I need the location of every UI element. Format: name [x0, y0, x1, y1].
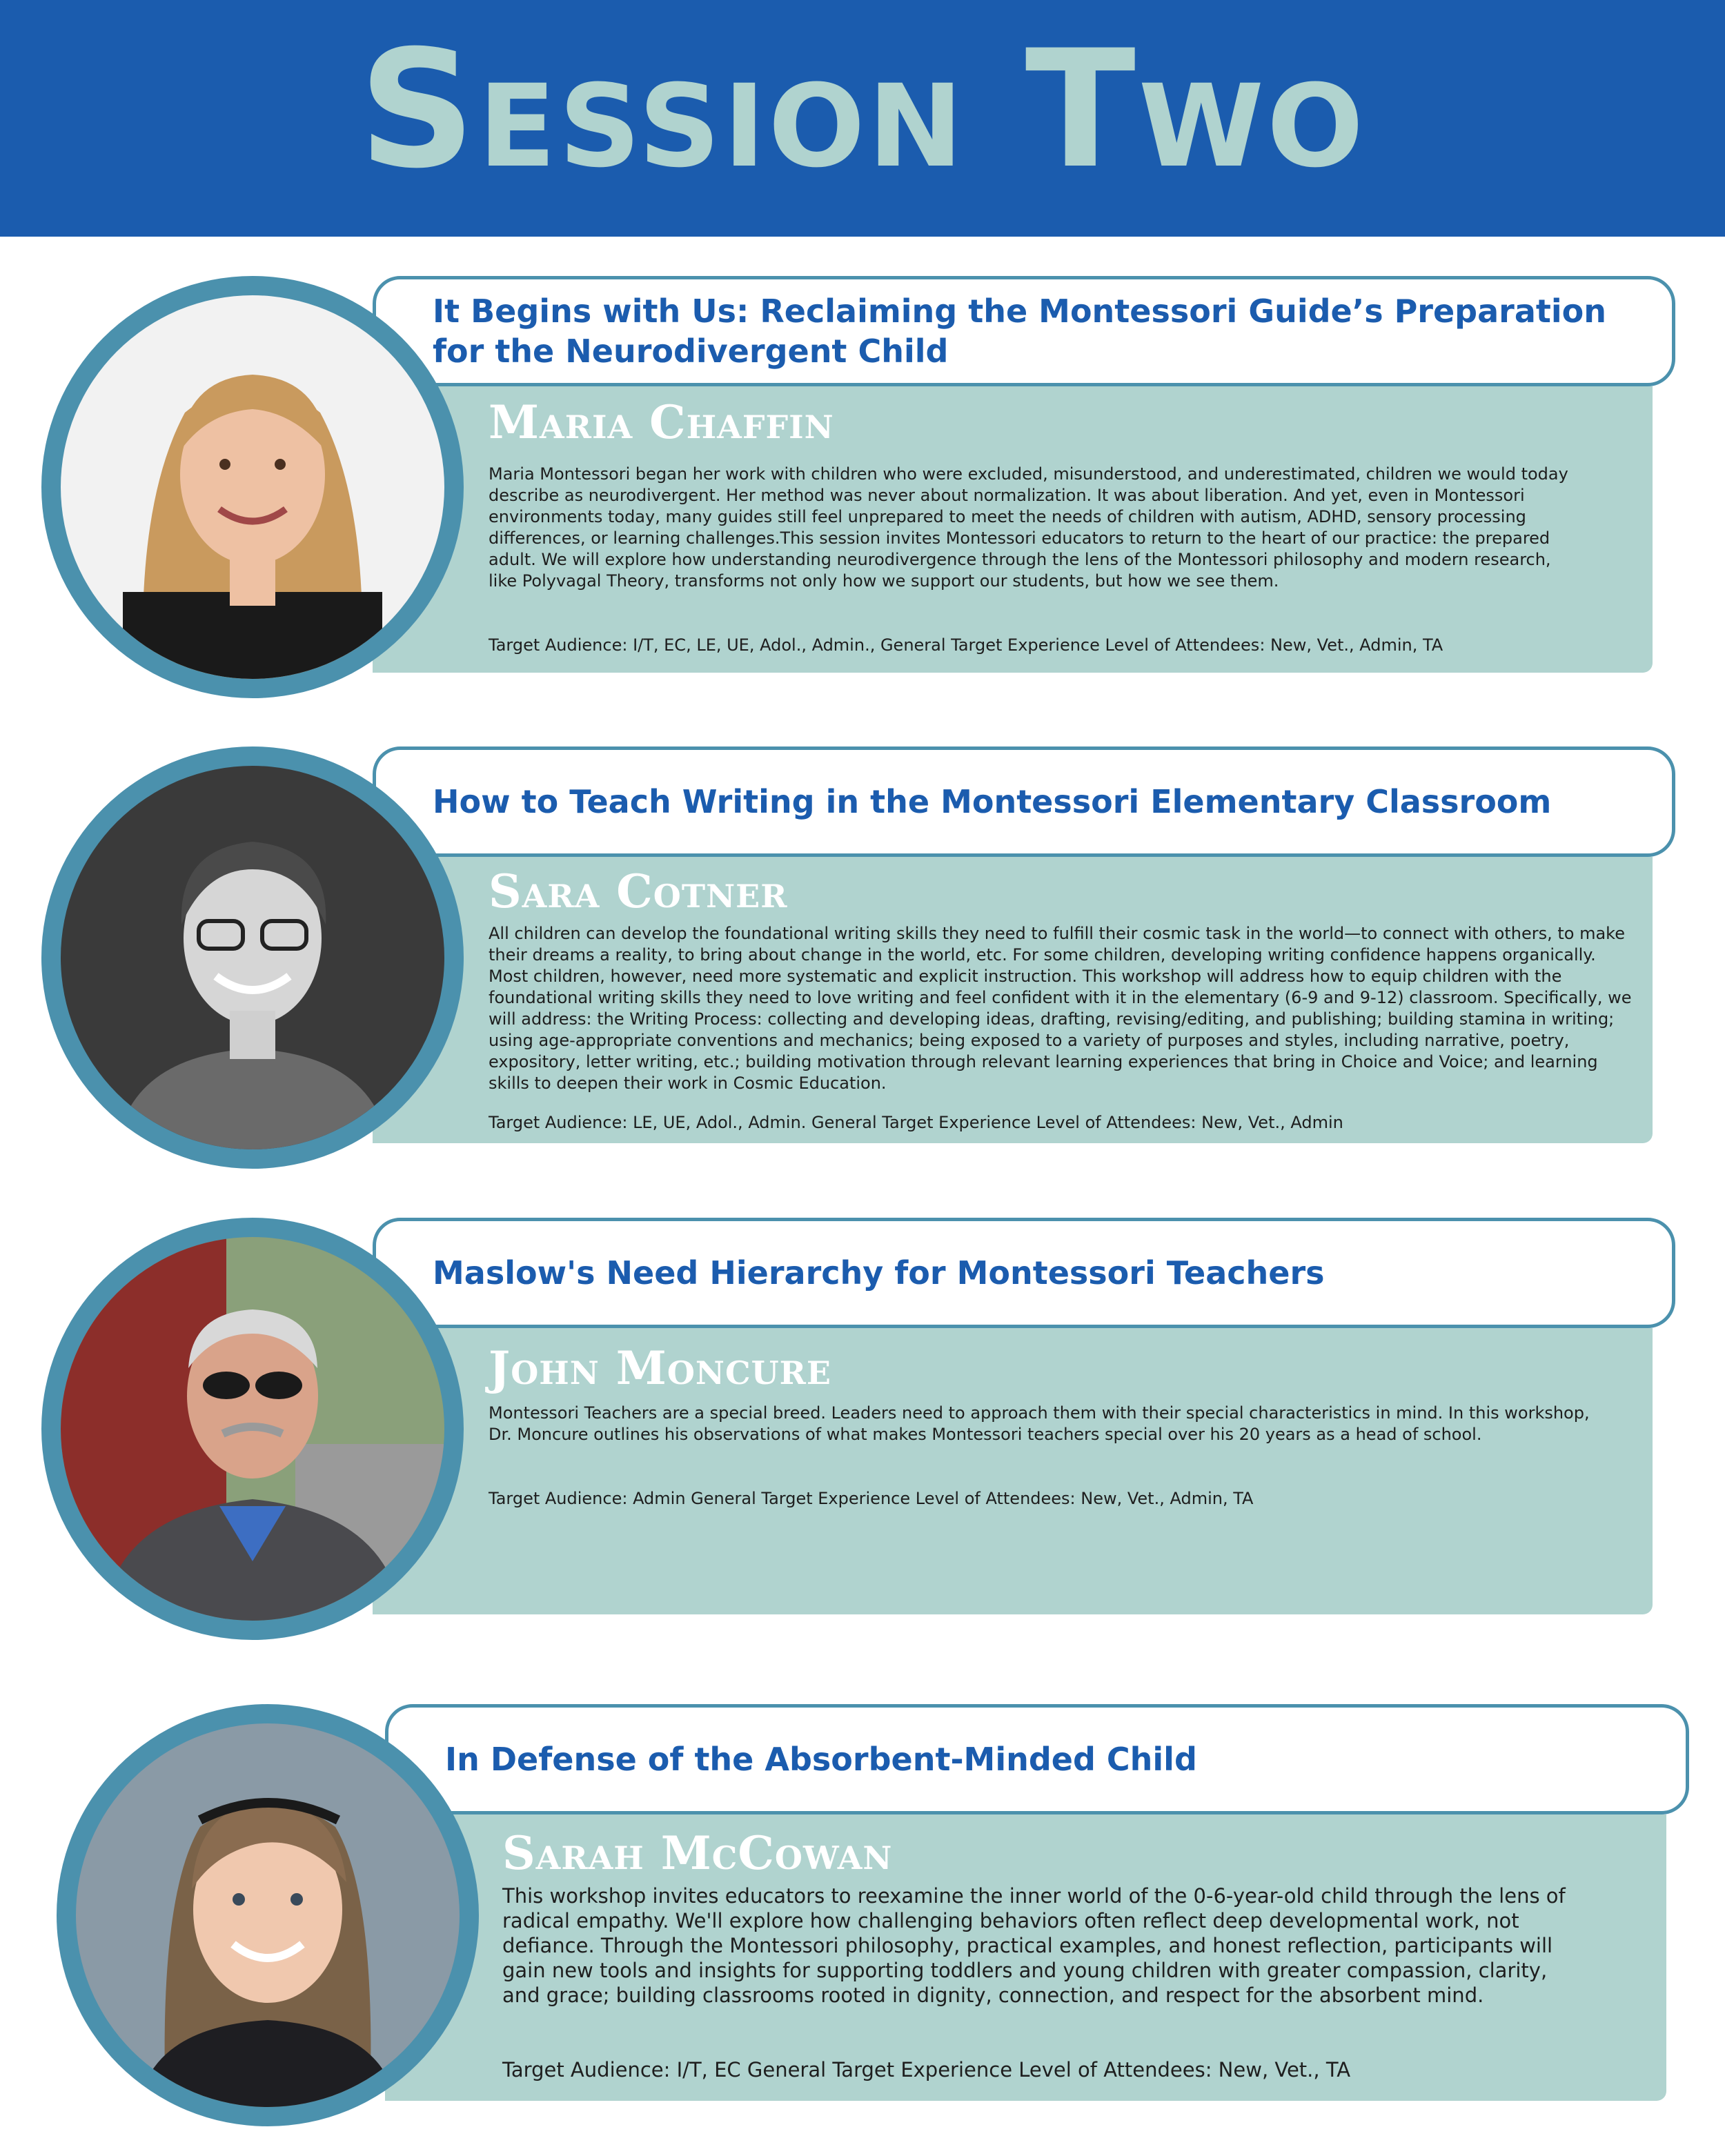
session-description: This workshop invites educators to reexamine the inner world of the 0-6-year-old child through the lens of radical empathy. We'll explore how challenging behaviors often reflect deep developmental work, not defiance. Through the Montessori philosophy, practical examples, and honest reflection, participants will gain new tools and insights for supporting toddlers and young children with greater compassion, clarity, and grace; building classrooms rooted in dignity, connection, and respect for the absorbent mind. — [502, 1884, 1566, 2007]
session-title: Maslow's Need Hierarchy for Montessori Teachers — [433, 1254, 1325, 1292]
speaker-name: John Moncure — [489, 1341, 831, 1395]
speaker-name: Sara Cotner — [489, 864, 788, 918]
session-description: Montessori Teachers are a special breed. Leaders need to approach them with their special characteristics in mind. In this workshop, Dr. Moncure outlines his observations of what makes Montessori teachers special over his 20 years as a head of school. — [489, 1403, 1590, 1444]
session-card-3 — [0, 1218, 1725, 1639]
session-title-box — [373, 276, 1675, 386]
page-header — [0, 0, 1725, 237]
speaker-photo — [76, 1723, 460, 2107]
session-card-4 — [0, 1704, 1725, 2132]
session-card-2 — [0, 746, 1725, 1167]
target-audience: Target Audience: I/T, EC General Target Experience Level of Attendees: New, Vet., TA — [502, 2058, 1351, 2081]
target-audience: Target Audience: Admin General Target Experience Level of Attendees: New, Vet., Admin, TA — [489, 1489, 1254, 1508]
speaker-name: Maria Chaffin — [489, 395, 834, 449]
session-title-box — [385, 1704, 1689, 1814]
session-description: All children can develop the foundational writing skills they need to fulfill their cosmic task in the world—to connect with others, to make their dreams a reality, to bring about change in the world, etc. For some children, developing writing confidence happens organically. Most children, however, need more systematic and explicit instruction. This workshop will address how to equip children with the foundational writing skills they need to love writing and feel confident with it in the elementary (6-9 and 9-12) classroom. Specifically, we will address: the Writing Process: collecting and developing ideas, drafting, revising/editing, and publishing; building stamina in writing; using age-appropriate conventions and mechanics; being exposed to a variety of purposes and styles, including narrative, poetry, expository, letter writing, etc.; building motivation through relevant learning experiences that bring in Choice and Voice; and learning skills to deepen their work in Cosmic Education. — [489, 924, 1632, 1093]
page-title: Session Two — [358, 16, 1367, 204]
session-title: How to Teach Writing in the Montessori Elementary Classroom — [433, 783, 1552, 820]
session-title: In Defense of the Absorbent-Minded Child — [445, 1741, 1197, 1778]
session-title-box — [373, 1218, 1675, 1328]
speaker-photo — [61, 766, 444, 1149]
target-audience: Target Audience: LE, UE, Adol., Admin. General Target Experience Level of Attendees: New, Vet., Admin — [489, 1113, 1343, 1132]
speaker-name: Sarah McCowan — [502, 1826, 893, 1880]
session-description: Maria Montessori began her work with children who were excluded, misunderstood, and underestimated, children we would today describe as neurodivergent. Her method was never about normalization. It was about liberation. And yet, even in Montessori environments today, many guides still feel unprepared to meet the needs of children with autism, ADHD, sensory processing differences, or learning challenges.This session invites Montessori educators to return to the heart of our practice: the prepared adult. We will explore how understanding neurodivergence through the lens of the Montessori philosophy and modern research, like Polyvagal Theory, transforms not only how we support our students, but how we see them. — [489, 464, 1568, 591]
session-title: It Begins with Us: Reclaiming the Montessori Guide’s Preparation for the Neurodivergent Child — [433, 293, 1606, 370]
speaker-photo — [61, 295, 444, 679]
session-card-1 — [0, 276, 1725, 697]
target-audience: Target Audience: I/T, EC, LE, UE, Adol., Admin., General Target Experience Level of Attendees: New, Vet., Admin, TA — [489, 635, 1443, 655]
session-title-box — [373, 746, 1675, 857]
speaker-photo — [61, 1237, 444, 1621]
